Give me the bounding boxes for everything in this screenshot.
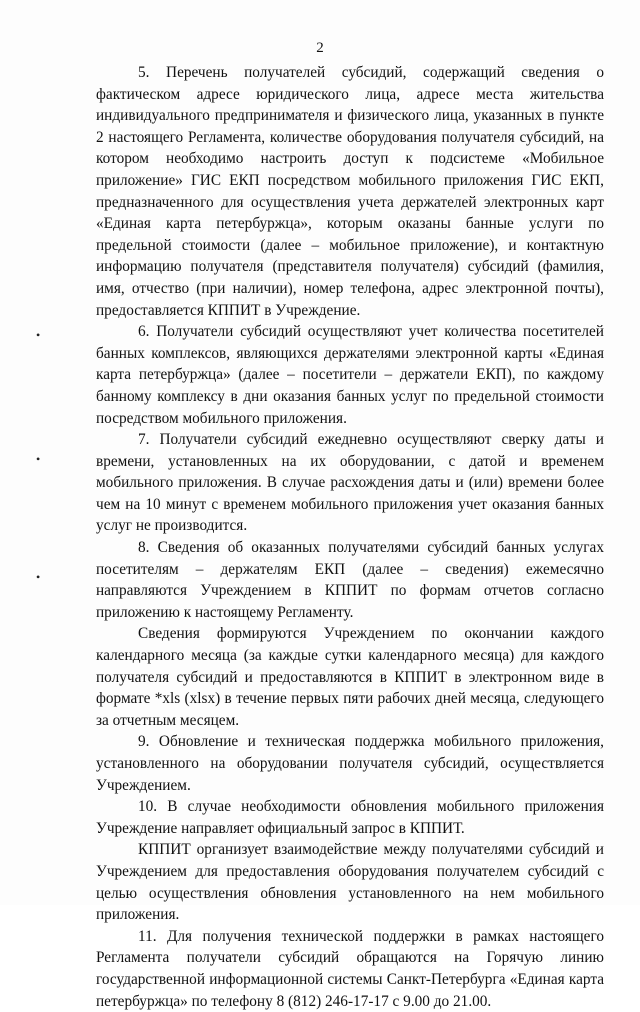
margin-mark: • xyxy=(36,328,41,342)
page-number: 2 xyxy=(316,40,324,56)
paragraph-6: 6. Получатели субсидий осуществляют учет количества посетителей банных комплексов, являющихся держателями электронной карты «Единая карта петербуржца» (далее – посетители – держатели ЕКП), по каждому банному комплексу в дни оказания банных услуг по предельной стоимости посредством мобильного приложения. xyxy=(96,323,604,427)
paragraph-10-continued: КППИТ организует взаимодействие между получателями субсидий и Учреждением для предоставления оборудования получателем субсидий с целью осуществления обновления установленного на нем мобильного приложения. xyxy=(96,841,604,924)
paragraph-8-continued: Сведения формируются Учреждением по окончании каждого календарного месяца (за каждые сутки календарного месяца) для каждого получателя субсидий и предоставляются в КППИТ в электронном виде в формате *xls (xlsx) в течение первых пяти рабочих дней месяца, следующего за отчетным месяцем. xyxy=(96,625,604,729)
document-body xyxy=(96,62,604,1012)
paragraph-9: 9. Обновление и техническая поддержка мобильного приложения, установленного на оборудовании получателя субсидий, осуществляется Учреждением. xyxy=(96,733,604,794)
margin-mark: • xyxy=(36,452,41,466)
paragraph-11: 11. Для получения технической поддержки в рамках настоящего Регламента получатели субсидий обращаются на Горячую линию государственной информационной системы Санкт-Петербурга «Единая карта петербуржца» по телефону 8 (812) 246-17-17 с 9.00 до 21.00. xyxy=(96,927,604,1010)
paragraph-8: 8. Сведения об оказанных получателями субсидий банных услугах посетителям – держателям ЕКП (далее – сведения) ежемесячно направляются Учреждением в КППИТ по формам отчетов согласно приложению к настоящему Регламенту. xyxy=(96,539,604,621)
margin-mark: • xyxy=(36,570,41,584)
paragraph-10: 10. В случае необходимости обновления мобильного приложения Учреждение направляет официальный запрос в КППИТ. xyxy=(96,798,604,837)
paragraph-7: 7. Получатели субсидий ежедневно осуществляют сверку даты и времени, установленных на их оборудовании, с датой и временем мобильного приложения. В случае расхождения даты и (или) времени более чем на 10 минут с временем мобильного приложения учет оказания банных услуг не производится. xyxy=(96,431,604,535)
paragraph-5: 5. Перечень получателей субсидий, содержащий сведения о фактическом адресе юридического лица, адресе места жительства индивидуального предпринимателя и физического лица, указанных в пункте 2 настоящего Регламента, количестве оборудования получателя субсидий, на котором необходимо настроить доступ к подсистеме «Мобильное приложение» ГИС ЕКП посредством мобильного приложения ГИС ЕКП, предназначенного для осуществления учета держателей электронных карт «Единая карта петербуржца», которым оказаны банные услуги по предельной стоимости (далее – мобильное приложение), и контактную информацию получателя (представителя получателя) субсидий (фамилия, имя, отчество (при наличии), номер телефона, адрес электронной почты), предоставляется КППИТ в Учреждение. xyxy=(96,64,604,319)
